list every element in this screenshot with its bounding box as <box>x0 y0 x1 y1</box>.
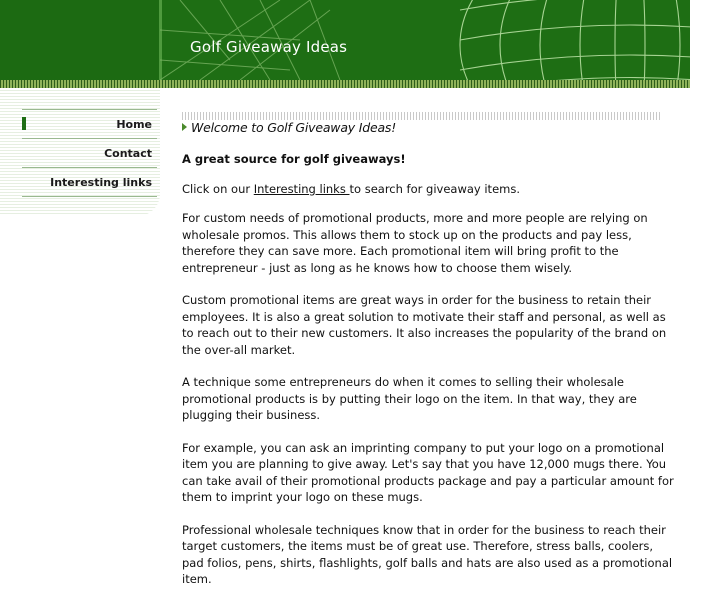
nav-item-home[interactable]: Home <box>22 109 157 137</box>
paragraph-logo-technique: A technique some entrepreneurs do when it comes to selling their wholesale promotional products is by putting their logo on the item. In that way, they are plugging their business. <box>182 375 637 422</box>
paragraph-example-mugs: For example, you can ask an imprinting company to put your logo on a promotional item you are planning to give away. Let's say that you have 12,000 mugs there. You can take avail of their promotional products package and pay a particular amount for them to imprint your logo on these mugs. <box>182 440 674 504</box>
welcome-heading: Welcome to Golf Giveaway Ideas! <box>191 120 397 135</box>
intro-text-before: Click on our <box>182 181 254 196</box>
intro-text-after: to search for giveaway items. <box>349 181 520 196</box>
header-pattern-strip <box>0 80 690 88</box>
nav-item-interesting-links[interactable]: Interesting links <box>22 167 157 195</box>
interesting-links-link[interactable]: Interesting links <box>253 181 350 196</box>
nav-item-contact[interactable]: Contact <box>22 138 157 166</box>
intro-paragraph <box>182 181 674 198</box>
heading-pattern-strip <box>182 112 660 120</box>
site-title: Golf Giveaway Ideas <box>190 38 348 56</box>
arrow-right-icon <box>182 123 187 131</box>
header-left-panel <box>0 0 160 80</box>
nav-bottom-rule <box>22 196 157 197</box>
paragraph-custom-items: Custom promotional items are great ways in order for the business to retain their employees. It is also a great solution to motivate their staff and personal, as well as to reach out to their new customers. It also increases the popularity of the brand on the over-all market. <box>182 293 667 357</box>
site-header <box>0 0 690 80</box>
main-content <box>182 151 674 604</box>
paragraph-wholesale-promos: For custom needs of promotional products, more and more people are relying on wholesale promos. This allows them to stock up on the products and pay less, therefore they can save more. Each promotional item will bring profit to the entrepreneur - just as long as he knows how to choose them wisely. <box>182 211 648 275</box>
sidebar-nav <box>0 88 160 216</box>
tagline: A great source for golf giveaways! <box>182 152 406 166</box>
paragraph-professional-techniques: Professional wholesale techniques know that in order for the business to reach their target customers, the items must be of great use. Therefore, stress balls, coolers, pad folios, pens, shirts, flashlights, golf balls and hats are also used as a promotional item. <box>182 522 673 586</box>
